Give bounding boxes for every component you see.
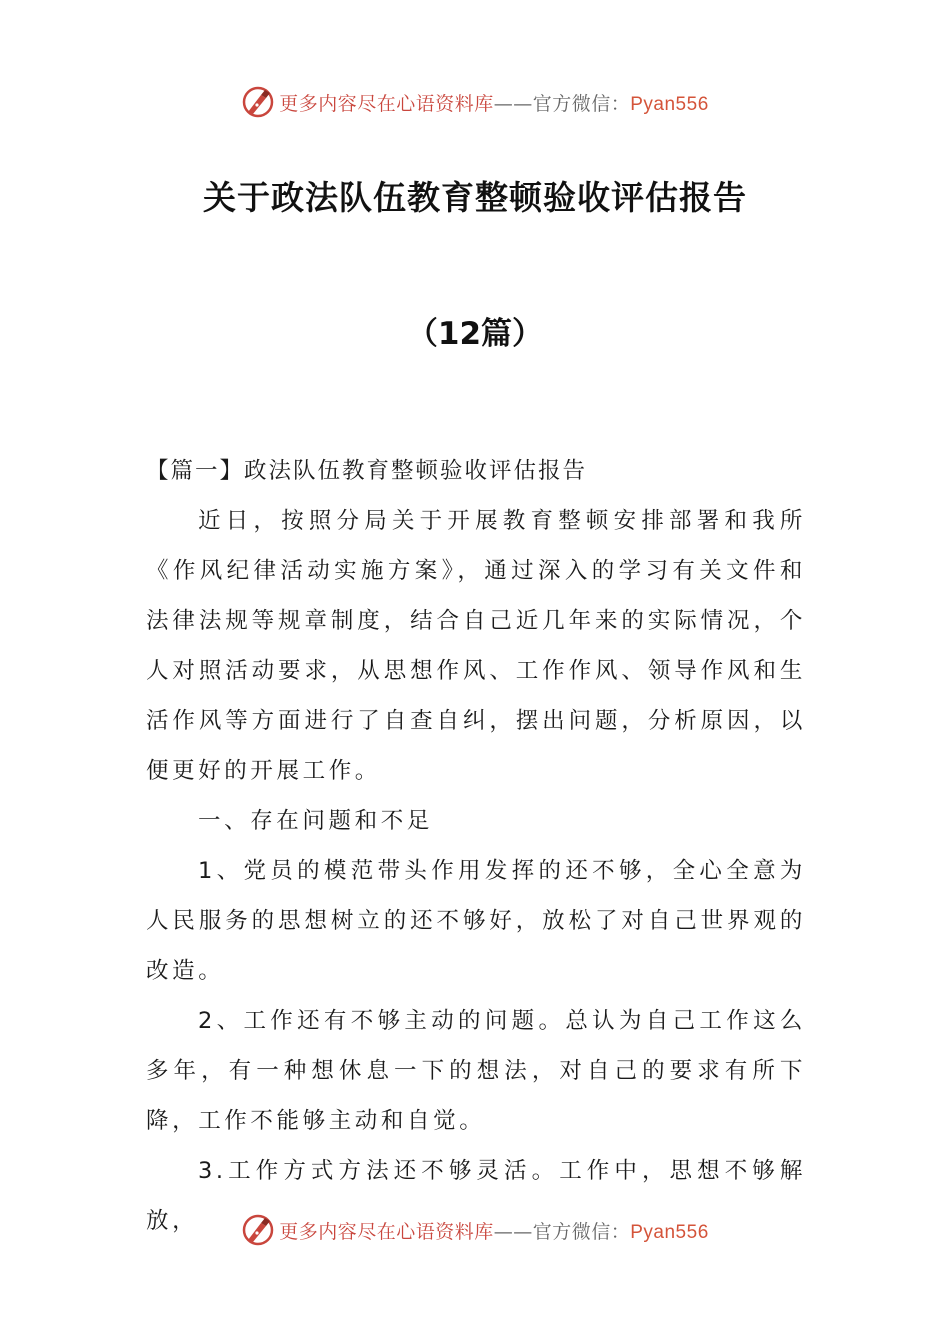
- document-body: [146, 446, 806, 1246]
- banner-dash: ——: [493, 92, 533, 115]
- body-paragraph: 2、工作还有不够主动的问题。总认为自己工作这么多年，有一种想休息一下的想法，对自己的要求有所下降，工作不能够主动和自觉。: [146, 1008, 806, 1134]
- footer-banner: [0, 1210, 950, 1250]
- banner-slogan: 更多内容尽在心语资料库: [279, 92, 494, 115]
- pen-nib-logo-icon: [241, 85, 275, 119]
- section-heading: 【篇一】政法队伍教育整顿验收评估报告: [146, 458, 588, 484]
- banner-dash: ——: [493, 1220, 533, 1243]
- banner-wechat-id: Pyan556: [630, 93, 709, 115]
- body-paragraph: 3.工作方式方法还不够灵活。工作中，思想不够解放，: [146, 1158, 806, 1234]
- banner-wechat-label: 官方微信：: [532, 92, 631, 115]
- body-paragraph: 一、存在问题和不足: [198, 808, 433, 834]
- body-paragraph: 1、党员的模范带头作用发挥的还不够，全心全意为人民服务的思想树立的还不够好，放松了对自己世界观的改造。: [146, 858, 806, 984]
- banner-text: [279, 89, 709, 116]
- document-title: 关于政法队伍教育整顿验收评估报告: [203, 178, 747, 217]
- body-paragraph: 近日，按照分局关于开展教育整顿安排部署和我所《作风纪律活动实施方案》，通过深入的学习有关文件和法律法规等规章制度，结合自己近几年来的实际情况，个人对照活动要求，从思想作风、工作作风、领导作风和生活作风等方面进行了自查自纠，摆出问题，分析原因，以便更好的开展工作。: [146, 508, 806, 784]
- banner-wechat-id: Pyan556: [630, 1221, 709, 1243]
- banner-text: [279, 1217, 709, 1244]
- document-subtitle: （12篇）: [406, 316, 544, 352]
- banner-slogan: 更多内容尽在心语资料库: [279, 1220, 494, 1243]
- header-banner: [0, 82, 950, 122]
- pen-nib-logo-icon: [241, 1213, 275, 1247]
- banner-wechat-label: 官方微信：: [532, 1220, 631, 1243]
